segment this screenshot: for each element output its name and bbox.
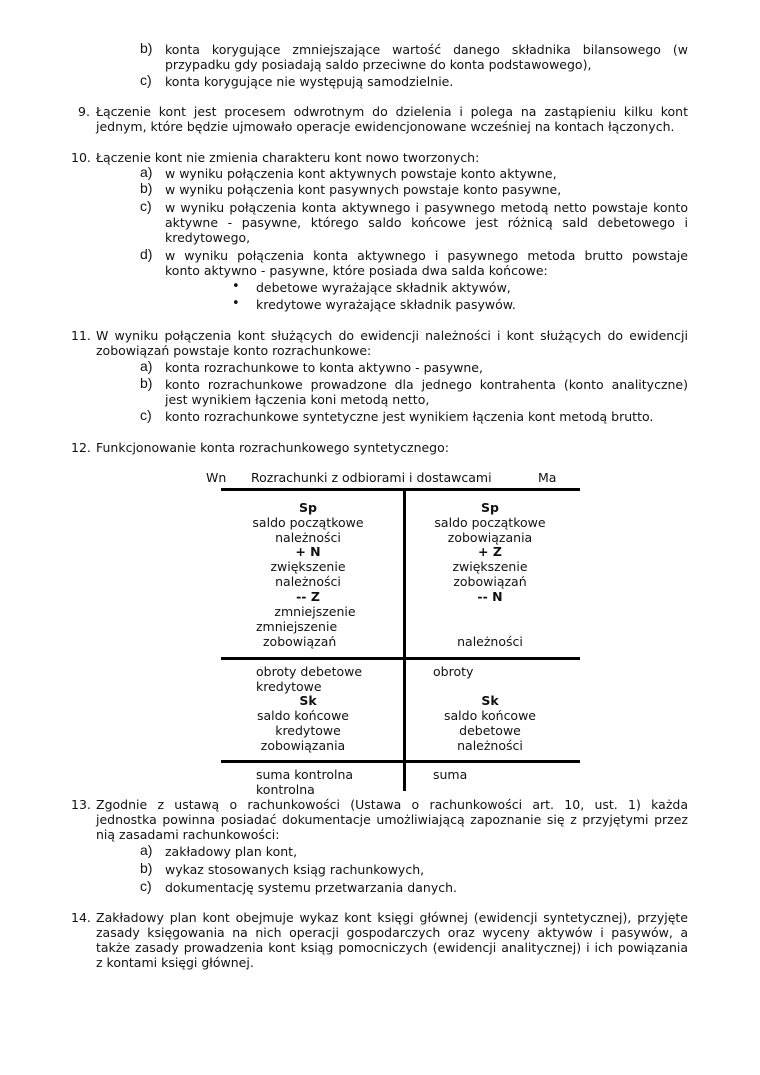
list-letter: d) [140, 246, 153, 262]
bullet-text: debetowe wyrażające składnik aktywów, [256, 280, 511, 295]
credit-text: zobowiązania [447, 530, 533, 545]
list-item-text: aktywne - pasywne, którego saldo końcowe jest różnicą sald debetowego i [165, 215, 688, 230]
list-item-text: konta rozrachunkowe to konta aktywno - pasywne, [165, 360, 483, 375]
list-letter: b) [140, 860, 153, 876]
list-letter: b) [140, 180, 153, 196]
debit-text: kredytowe [275, 723, 341, 738]
list-letter: c) [140, 72, 152, 88]
paragraph-line: Zakładowy plan kont obejmuje wykaz kont księgi głównej (ewidencji syntetycznej), przyjęte [96, 910, 688, 925]
t-account-ma: Ma [538, 470, 557, 485]
list-item-text: w wyniku połączenia konta aktywnego i pasywnego metoda brutto powstaje [165, 248, 688, 263]
item-number: 12. [71, 440, 91, 455]
debit-closing-label: Sk [299, 693, 317, 708]
item-number: 9. [78, 104, 90, 119]
debit-text: należności [275, 574, 341, 589]
credit-text: zwiększenie [452, 559, 528, 574]
debit-increase-label: + N [295, 544, 321, 559]
credit-text: debetowe [459, 723, 521, 738]
credit-text: zobowiązań [453, 574, 527, 589]
paragraph-line: także zasady prowadzenia kont ksiąg pomocniczych (ewidencji analitycznej) i ich powiązania [96, 940, 688, 955]
debit-text: zmniejszenie [274, 604, 356, 619]
item-number: 14. [71, 910, 91, 925]
list-letter: b) [140, 40, 153, 56]
bullet-text: kredytowe wyrażające składnik pasywów. [256, 297, 516, 312]
debit-text: zobowiązania [260, 738, 346, 753]
credit-turnover: obroty [433, 664, 474, 679]
debit-text: należności [275, 530, 341, 545]
paragraph-line: Zgodnie z ustawą o rachunkowości (Ustawa o rachunkowości art. 10, ust. 1) każda [96, 797, 688, 812]
debit-text: saldo początkowe [252, 515, 364, 530]
list-item-text: w wyniku połączenia konta aktywnego i pasywnego metodą netto powstaje konto [165, 200, 688, 215]
list-item-text: konto rozrachunkowe syntetyczne jest wynikiem łączenia kont metodą brutto. [165, 409, 654, 424]
paragraph-line: zasady księgowania na nich operacji gospodarczych oraz wyceny aktywów i pasywów, a [96, 925, 688, 940]
debit-turnover: kredytowe [256, 679, 322, 694]
credit-opening-label: Sp [481, 500, 499, 515]
list-item-text: wykaz stosowanych ksiąg rachunkowych, [165, 862, 425, 877]
list-item-text: w wyniku połączenia kont aktywnych powstaje konto aktywne, [165, 166, 557, 181]
list-item-text: dokumentację systemu przetwarzania danych. [165, 880, 457, 895]
credit-closing-label: Sk [481, 693, 499, 708]
list-item-text: przypadku gdy posiadają saldo przeciwne do konta podstawowego), [165, 57, 592, 72]
credit-text: saldo końcowe [444, 708, 536, 723]
debit-text: zwiększenie [270, 559, 346, 574]
paragraph-line: Łączenie kont jest procesem odwrotnym do dzielenia i polega na zastąpieniu kilku kont [96, 104, 688, 119]
item-number: 11. [71, 328, 91, 343]
list-letter: c) [140, 407, 152, 423]
list-item-text: w wyniku połączenia kont pasywnych powstaje konto pasywne, [165, 182, 562, 197]
credit-decrease-label: -- N [477, 589, 503, 604]
t-account-divider [403, 488, 406, 791]
list-item-text: kredytowego, [165, 230, 251, 245]
list-item-text: jest wynikiem łączenia koni metodą netto, [165, 392, 430, 407]
list-letter: a) [140, 164, 153, 180]
debit-decrease-label: -- Z [296, 589, 320, 604]
credit-text: należności [457, 634, 523, 649]
paragraph-line: zobowiązań powstaje konto rozrachunkowe: [96, 343, 372, 358]
paragraph-line: z kontami księgi głównej. [96, 955, 254, 970]
debit-opening-label: Sp [299, 500, 317, 515]
credit-increase-label: + Z [478, 544, 502, 559]
debit-sum: kontrolna [256, 782, 315, 797]
t-account-turnover-rule [221, 657, 580, 660]
item-number: 10. [71, 150, 91, 165]
t-account-top-rule [221, 488, 580, 491]
list-letter: a) [140, 358, 153, 374]
paragraph-line: jednym, które będzie ujmowało operacje ewidencjonowane wcześniej na kontach łączonych. [96, 119, 675, 134]
item-number: 13. [71, 797, 91, 812]
paragraph-line: Funkcjonowanie konta rozrachunkowego syntetycznego: [96, 440, 449, 455]
bullet-icon: • [232, 279, 240, 294]
t-account-sum-rule [221, 760, 580, 763]
credit-sum: suma [433, 767, 468, 782]
list-letter: c) [140, 878, 152, 894]
debit-turnover: obroty debetowe [256, 664, 363, 679]
list-item-text: konto rozrachunkowe prowadzone dla jednego kontrahenta (konto analityczne) [165, 377, 688, 392]
credit-text: saldo początkowe [434, 515, 546, 530]
debit-text: saldo końcowe [257, 708, 349, 723]
list-letter: a) [140, 842, 153, 858]
list-item-text: konto aktywno - pasywne, które posiada dwa salda końcowe: [165, 263, 548, 278]
paragraph-line: W wyniku połączenia kont służących do ewidencji należności i kont służących do ewidencji [96, 328, 688, 343]
list-item-text: konta korygujące nie występują samodzielnie. [165, 74, 454, 89]
paragraph-line: nią zasadami rachunkowości: [96, 827, 280, 842]
t-account-wn: Wn [206, 470, 227, 485]
debit-text: zmniejszenie [256, 619, 338, 634]
list-letter: b) [140, 375, 153, 391]
list-item-text: zakładowy plan kont, [165, 844, 298, 859]
paragraph-line: Łączenie kont nie zmienia charakteru kont nowo tworzonych: [96, 150, 480, 165]
debit-text: zobowiązań [263, 634, 337, 649]
list-letter: c) [140, 198, 152, 214]
bullet-icon: • [232, 296, 240, 311]
list-item-text: konta korygujące zmniejszające wartość danego składnika bilansowego (w [165, 42, 688, 57]
paragraph-line: jednostka powinna posiadać dokumentacje umożliwiającą zapoznanie się z przyjętymi przez [96, 812, 688, 827]
t-account-title: Rozrachunki z odbiorami i dostawcami [251, 470, 492, 485]
credit-text: należności [457, 738, 523, 753]
debit-sum: suma kontrolna [256, 767, 354, 782]
